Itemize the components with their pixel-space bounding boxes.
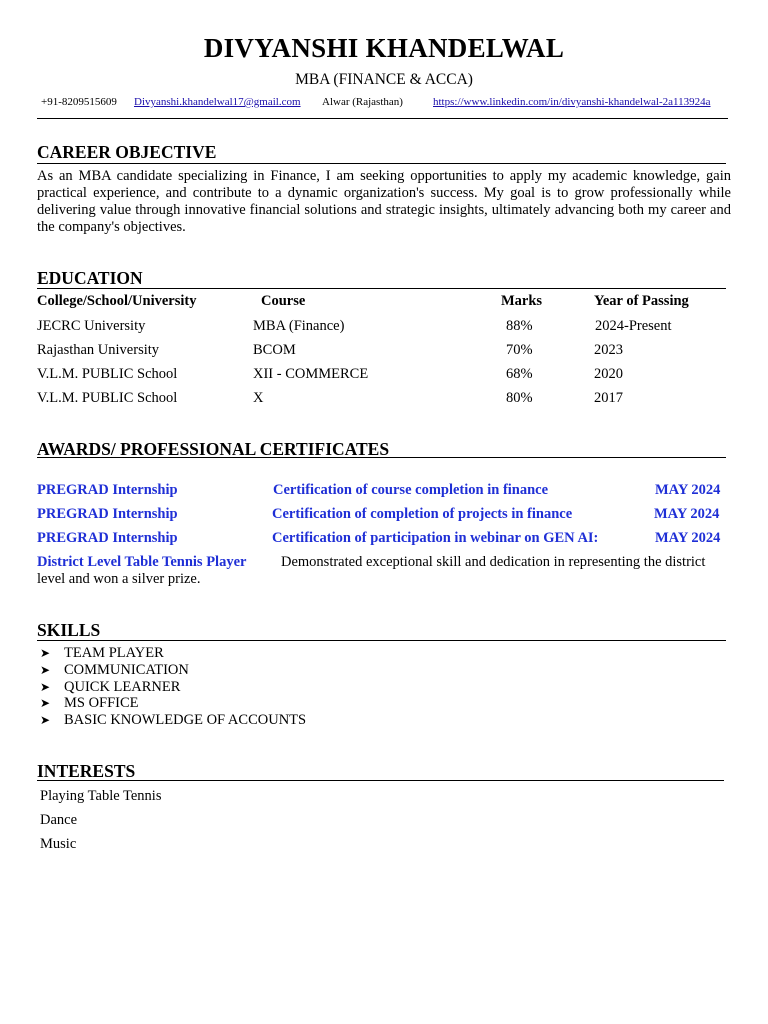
- education-course: BCOM: [253, 342, 296, 358]
- interests-divider: [37, 780, 724, 781]
- section-heading-awards: AWARDS/ PROFESSIONAL CERTIFICATES: [37, 439, 390, 459]
- skill-item: [40, 662, 189, 679]
- arrow-bullet-icon: ➤: [40, 713, 51, 727]
- career-objective-text: As an MBA candidate specializing in Finance, I am seeking opportunities to apply my academic knowledge, gain practical experience, and contribute to a dynamic organization's success. My goal is to grow professionally while delivering value through innovative financial solutions and strategic insights, ultimately advancing both my career and the company's objectives.: [37, 168, 731, 235]
- education-institution: V.L.M. PUBLIC School: [37, 390, 178, 406]
- interest-item: Dance: [40, 812, 78, 828]
- award-date: MAY 2024: [655, 482, 721, 498]
- education-col-year: Year of Passing: [594, 293, 689, 309]
- education-col-course: Course: [261, 293, 306, 309]
- career-divider: [37, 163, 726, 164]
- award-title: Certification of course completion in finance: [273, 482, 549, 498]
- education-marks: 70%: [506, 342, 533, 358]
- education-year: 2023: [594, 342, 623, 358]
- skill-item: [40, 679, 180, 696]
- education-divider: [37, 288, 726, 289]
- email-link-text[interactable]: Divyanshi.khandelwal17@gmail.com: [134, 96, 301, 108]
- section-heading-career: CAREER OBJECTIVE: [37, 142, 217, 162]
- education-institution: JECRC University: [37, 318, 146, 334]
- header-divider: [37, 118, 728, 119]
- education-course: XII - COMMERCE: [253, 366, 369, 382]
- skill-item: [40, 695, 139, 712]
- awards-divider: [37, 457, 726, 458]
- education-course: X: [253, 390, 264, 406]
- award-organization: PREGRAD Internship: [37, 530, 178, 546]
- section-heading-skills: SKILLS: [37, 620, 101, 640]
- arrow-bullet-icon: ➤: [40, 646, 51, 660]
- email-link[interactable]: [134, 96, 301, 108]
- education-institution: V.L.M. PUBLIC School: [37, 366, 178, 382]
- education-col-institution: College/School/University: [37, 293, 197, 309]
- candidate-subtitle: MBA (FINANCE & ACCA): [295, 71, 473, 88]
- interest-item: Playing Table Tennis: [40, 788, 162, 804]
- skills-divider: [37, 640, 726, 641]
- education-course: MBA (Finance): [253, 318, 345, 334]
- arrow-bullet-icon: ➤: [40, 663, 51, 677]
- section-heading-education: EDUCATION: [37, 268, 143, 288]
- education-year: 2020: [594, 366, 623, 382]
- award-sports-description-cont: level and won a silver prize.: [37, 571, 201, 587]
- education-marks: 80%: [506, 390, 533, 406]
- candidate-name: DIVYANSHI KHANDELWAL: [203, 33, 565, 63]
- skill-label: COMMUNICATION: [64, 662, 189, 678]
- skill-label: TEAM PLAYER: [64, 645, 164, 661]
- education-year: 2024-Present: [595, 318, 672, 334]
- award-organization: PREGRAD Internship: [37, 506, 178, 522]
- phone-number: +91-8209515609: [41, 96, 117, 108]
- award-sports-title: District Level Table Tennis Player: [37, 554, 247, 570]
- skill-label: QUICK LEARNER: [64, 679, 181, 695]
- education-col-marks: Marks: [501, 293, 543, 309]
- award-title: Certification of participation in webinar on GEN AI:: [272, 530, 599, 546]
- linkedin-link[interactable]: [433, 96, 711, 108]
- award-title: Certification of completion of projects in finance: [272, 506, 573, 522]
- skill-label: BASIC KNOWLEDGE OF ACCOUNTS: [64, 712, 307, 728]
- skill-label: MS OFFICE: [64, 695, 139, 711]
- arrow-bullet-icon: ➤: [40, 696, 51, 710]
- interest-item: Music: [40, 836, 77, 852]
- linkedin-link-text[interactable]: https://www.linkedin.com/in/divyanshi-khandelwal-2a113924a: [433, 96, 711, 108]
- award-date: MAY 2024: [654, 506, 720, 522]
- award-date: MAY 2024: [655, 530, 721, 546]
- education-marks: 88%: [506, 318, 533, 334]
- skill-item: [40, 712, 306, 729]
- education-marks: 68%: [506, 366, 533, 382]
- award-sports-description: Demonstrated exceptional skill and dedication in representing the district: [281, 554, 706, 570]
- section-heading-interests: INTERESTS: [37, 761, 136, 781]
- arrow-bullet-icon: ➤: [40, 680, 51, 694]
- education-institution: Rajasthan University: [37, 342, 160, 358]
- award-organization: PREGRAD Internship: [37, 482, 178, 498]
- skill-item: [40, 645, 164, 662]
- education-year: 2017: [594, 390, 623, 406]
- location-text: Alwar (Rajasthan): [322, 96, 403, 108]
